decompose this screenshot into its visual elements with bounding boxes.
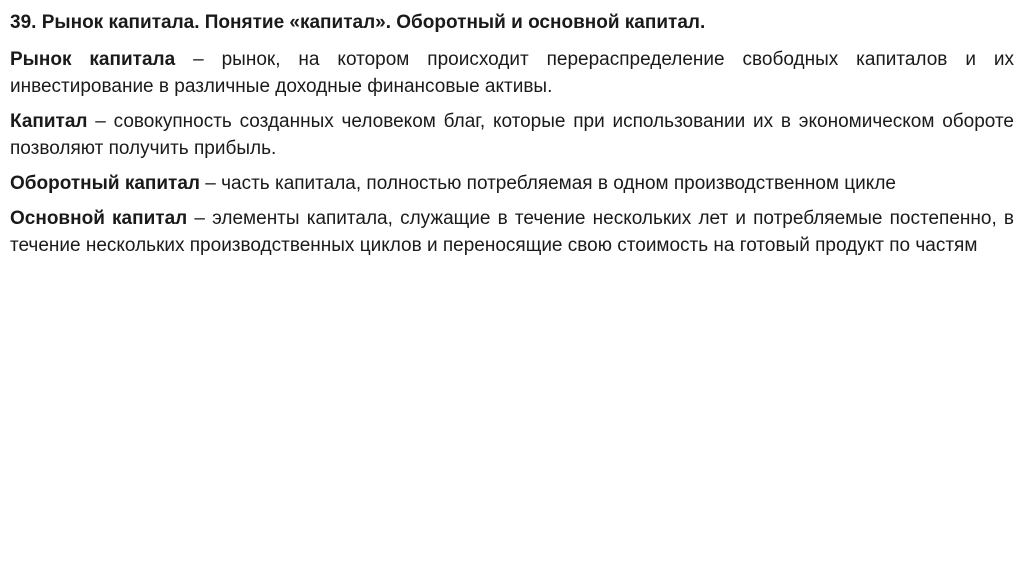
term-fixed-capital: Основной капитал xyxy=(10,208,188,229)
definition-text-capital-market: – рынок, на котором происходит перераспределение свободных капиталов и их инвестирование в различные доходные финансовые активы. xyxy=(10,49,1014,97)
definition-text-capital: – совокупность созданных человеком благ, которые при использовании их в экономическом обороте позволяют получить прибыль. xyxy=(10,111,1014,159)
term-capital-market: Рынок капитала xyxy=(10,49,176,70)
definition-text-fixed-capital: – элементы капитала, служащие в течение нескольких лет и потребляемые постепенно, в течение нескольких производственных циклов и переносящие свою стоимость на готовый продукт по частям xyxy=(10,208,1014,256)
definition-capital xyxy=(10,108,1014,162)
slide-title: 39. Рынок капитала. Понятие «капитал». Оборотный и основной капитал. xyxy=(10,12,706,33)
definition-text-working-capital: – часть капитала, полностью потребляемая в одном производственном цикле xyxy=(200,173,896,194)
definition-working-capital xyxy=(10,170,1014,197)
definition-capital-market xyxy=(10,46,1014,100)
term-working-capital: Оборотный капитал xyxy=(10,173,200,194)
term-capital: Капитал xyxy=(10,111,88,132)
definition-fixed-capital xyxy=(10,205,1014,259)
